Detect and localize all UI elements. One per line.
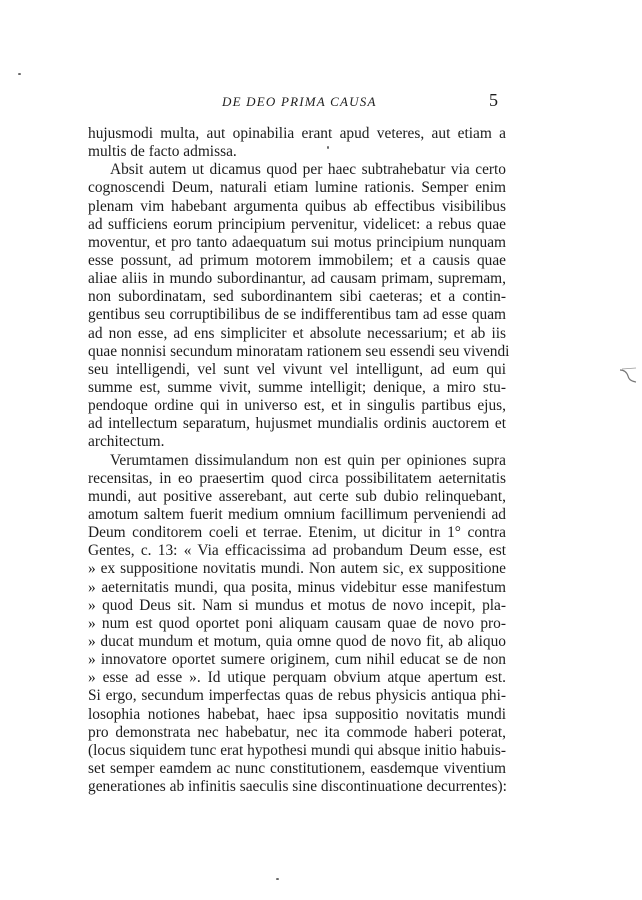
running-head-title: DE DEO PRIMA CAUSA [222,94,377,109]
text-line: ad sufficiens eorum principium pervenitur, videlicet: a rebus quae [88,215,506,233]
text-line: pro demonstrata nec habebatur, nec ita commode haberi poterat, [88,723,506,741]
text-line: Verumtamen dissimulandum non est quin per opiniones supra [110,451,506,469]
text-line: » aeternitatis mundi, qua posita, minus videbitur esse manifestum [88,578,506,596]
text-line: ad intellectum separatum, hujusmet mundialis ordinis auctorem et [88,415,506,433]
text-line: aliae aliis in mundo subordinantur, ad causam primam, supremam, [88,270,506,288]
text-line: » innovatore oportet sumere originem, cum nihil educat se de non [88,651,506,669]
text-line: » ducat mundum et motum, quia omne quod de novo fit, ab aliquo [88,632,506,650]
body-text [88,125,510,796]
text-line: generationes ab infinitis saeculis sine discontinuatione decurrentes): [88,778,507,796]
text-line: hujusmodi multa, aut opinabilia erant apud veteres, aut etiam a [88,125,506,142]
text-line: Gentes, c. 13: « Via efficacissima ad probandum Deum esse, est [88,542,506,560]
text-line: mundi, aut positive asserebant, aut certe sub dubio relinquebant, [88,487,506,505]
text-line: architectum. [88,433,165,451]
text-line: moventur, et pro tanto adaequatum sui motus principium nunquam [88,233,506,251]
text-line: Absit autem ut dicamus quod per haec subtrahebatur via certo [110,161,506,179]
text-line: seu intelligendi, vel sunt vel vivunt vel intelligunt, ad eum qui [88,360,506,378]
paper-speck [327,146,329,149]
paper-speck [276,878,279,880]
text-line: » quod Deus sit. Nam si mundus et motus de novo incepit, pla- [88,596,506,614]
text-line: pendoque ordine qui in universo est, et in singulis partibus ejus, [88,397,506,415]
text-line: » ex suppositione novitatis mundi. Non autem sic, ex suppositione [88,560,506,578]
text-line: (locus siquidem tunc erat hypothesi mundi qui absque initio habuis- [88,741,506,759]
text-line: non subordinatam, sed subordinantem sibi caeteras; et a contin- [88,288,506,306]
text-line: Si ergo, secundum imperfectas quas de rebus physicis antiqua phi- [88,687,506,705]
text-line: amotum saltem fuerit medium omnium facillimum perveniendi ad [88,505,506,523]
running-head [0,90,642,116]
text-line: » esse ad esse ». Id utique perquam obvium atque apertum est. [88,669,506,687]
text-line: plenam vim habebant argumenta quibus ab effectibus visibilibus [88,197,506,215]
text-line: recensitas, in eo praesertim quod circa possibilitatem aeternitatis [88,469,506,487]
text-line: quae nonnisi secundum minoratam rationem seu essendi seu vivendi [88,342,510,360]
page-number: 5 [489,90,498,110]
text-line: losophia notiones habebat, haec ipsa suppositio novitatis mundi [88,705,506,723]
text-line: » num est quod oportet poni aliquam causam quae de novo pro- [88,614,506,632]
page-edge-mark [618,366,640,386]
text-line: multis de facto admissa. [88,143,237,161]
text-line: cognoscendi Deum, naturali etiam lumine rationis. Semper enim [88,179,506,197]
text-line: summe est, summe vivit, summe intelligit; denique, a miro stu- [88,378,506,396]
text-line: ad non esse, ad ens simpliciter et absolute necessarium; et ab iis [88,324,506,342]
text-line: esse possunt, ad primum motorem immobilem; et a causis quae [88,251,506,269]
text-line: gentibus seu corruptibilibus de se indifferentibus tam ad esse quam [88,306,506,324]
text-line: Deum conditorem coeli et terrae. Etenim, ut dicitur in 1° contra [88,524,506,542]
text-line: set semper eamdem ac nunc constitutionem, easdemque viventium [88,759,506,777]
paper-speck [18,73,21,75]
